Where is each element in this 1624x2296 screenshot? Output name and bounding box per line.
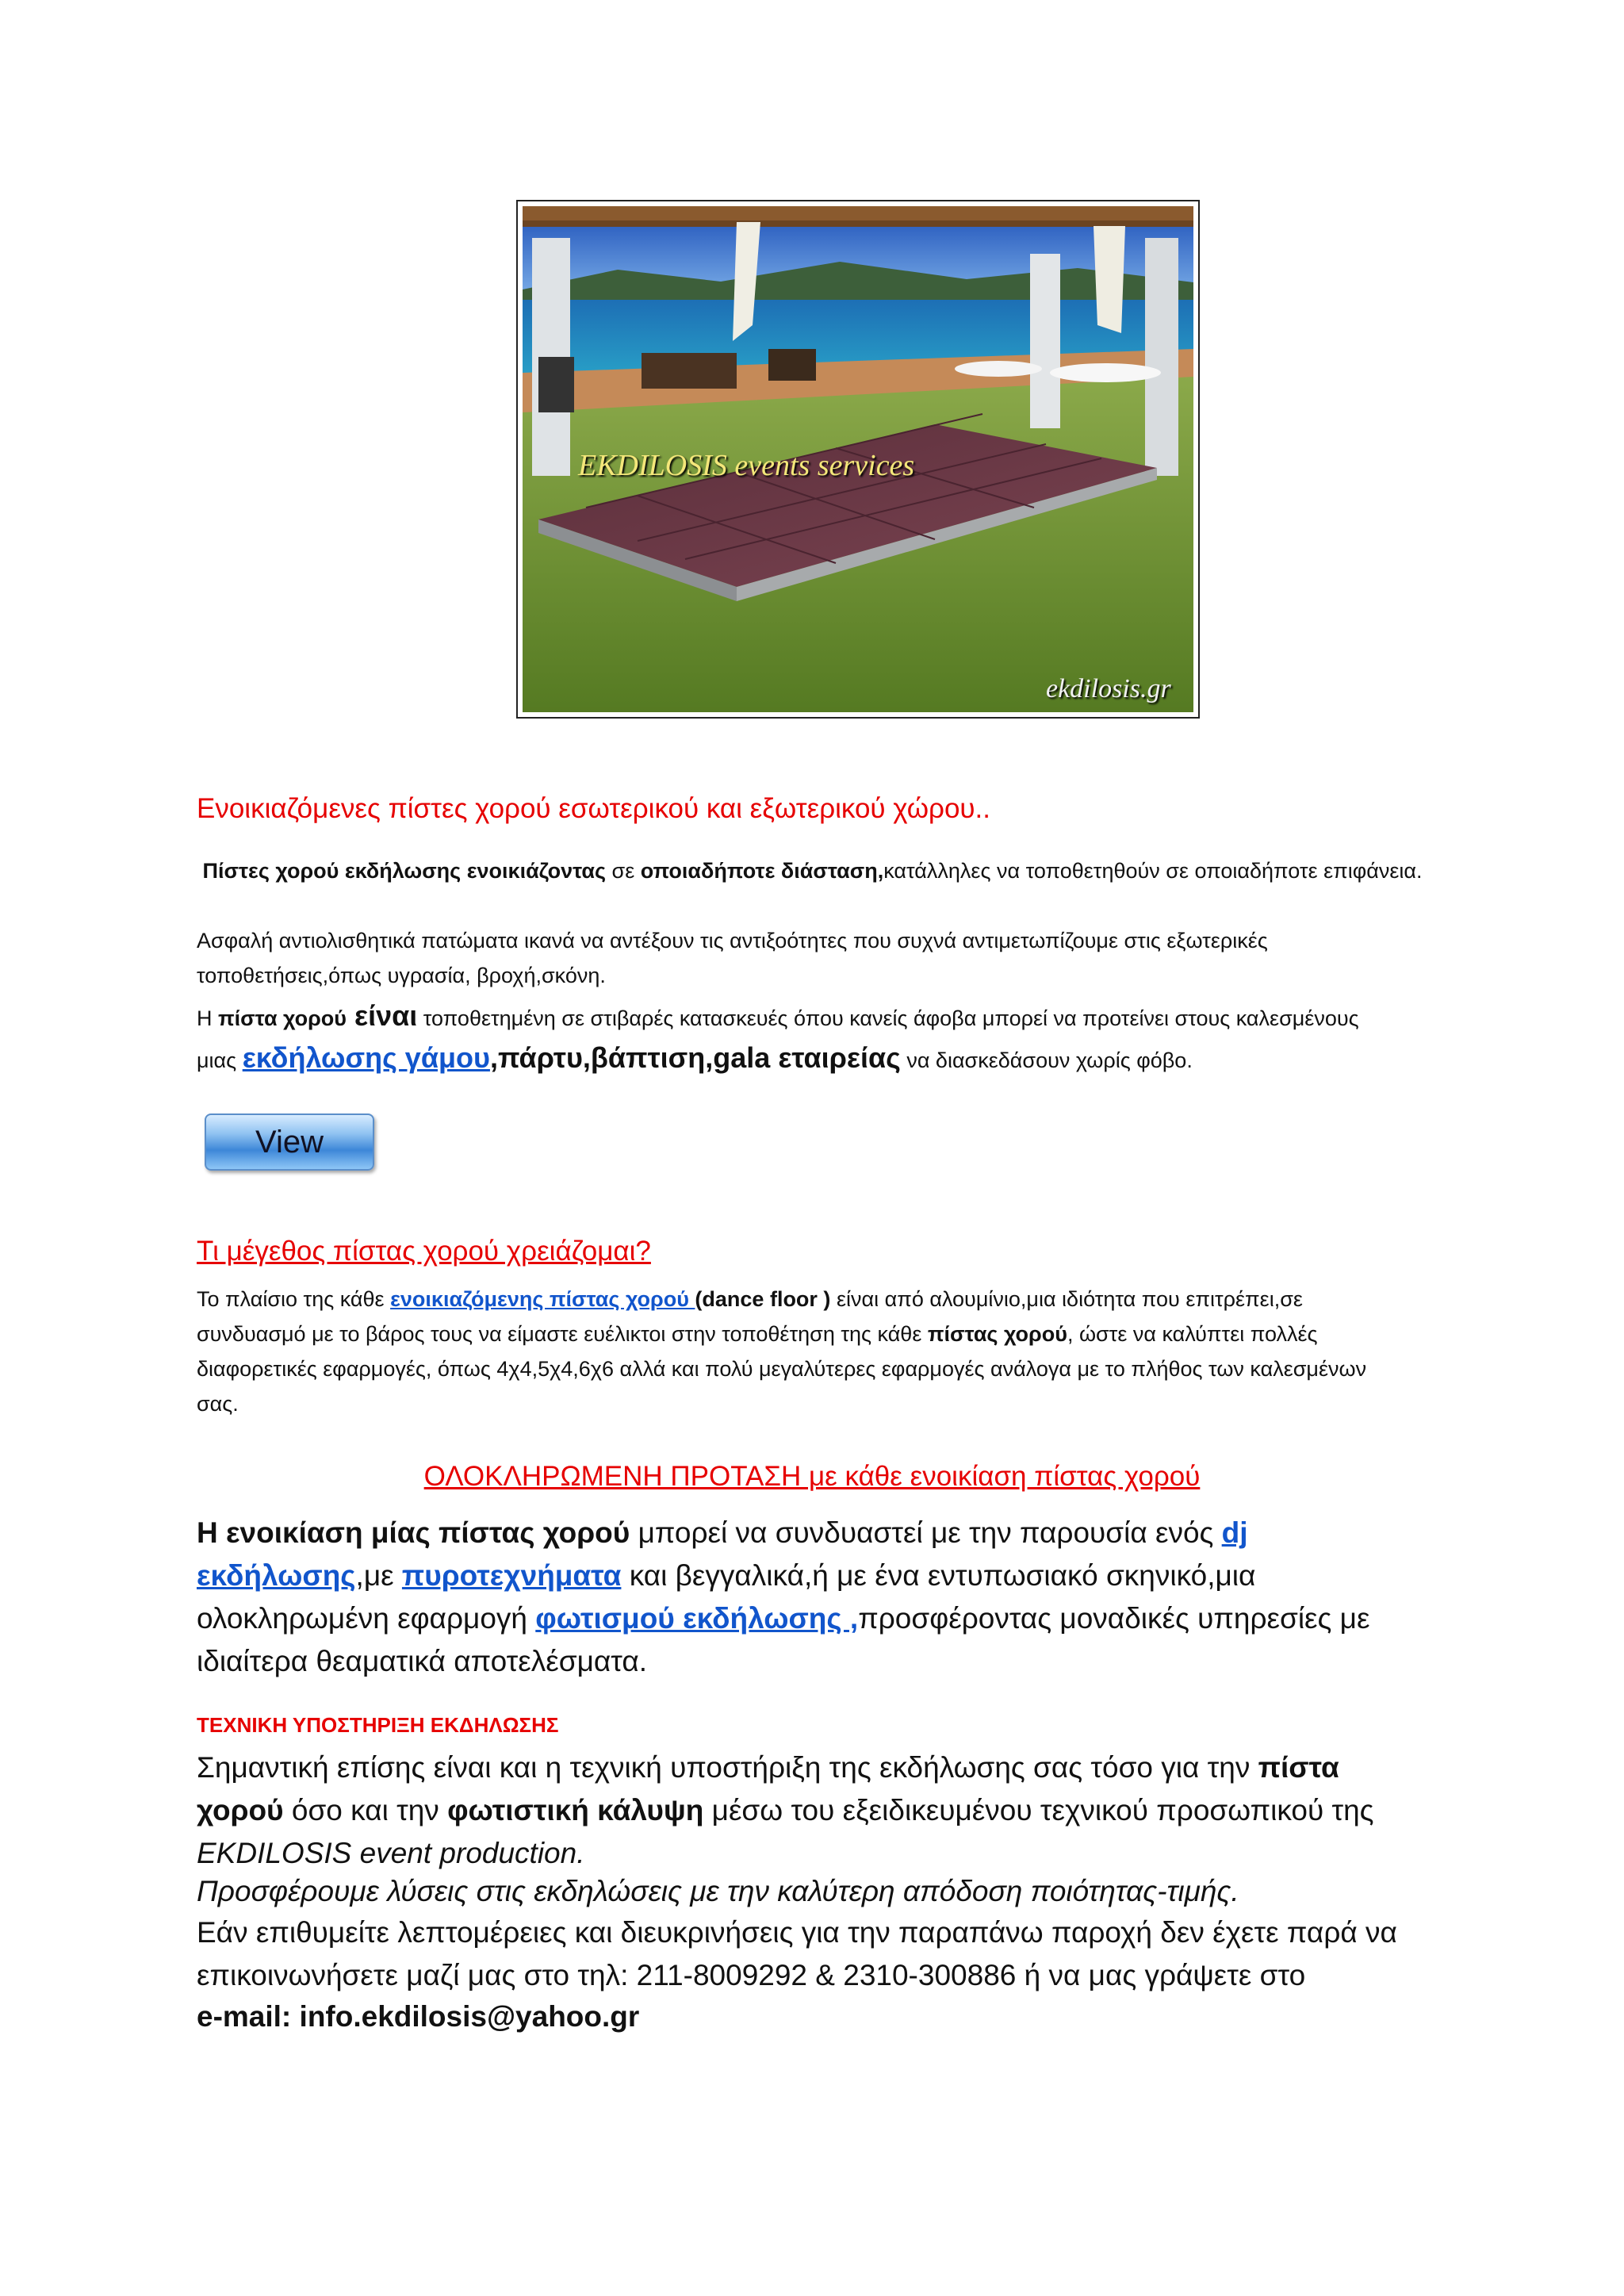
bold-text: φωτιστική κάλυψη [447,1794,704,1826]
text: Το πλαίσιο της κάθε [197,1287,391,1311]
text: ,με [355,1559,402,1592]
text: είναι από αλουμίνιο,μια ιδιότητα που επιτρέπει,σε συνδυασμό με το βάρος τους να είμαστε ευέλικτοι στην τοποθέτηση της κάθε [197,1287,1303,1346]
dance-floor-photo-frame [516,200,1200,719]
text: , ώστε να καλύπτει πολλές διαφορετικές εφαρμογές, όπως 4χ4,5χ4,6χ6 αλλά και πολύ μεγαλύτερες εφαρμογές ανάλογα με το πλήθος των καλεσμένων σας. [197,1322,1367,1416]
section-title-complete-offer-wrap [197,1461,1427,1493]
bold-text: Πίστες χορού εκδήλωσης ενοικιάζοντας [202,859,607,883]
rental-paragraph-3 [197,996,1386,1080]
bold-text: οποιαδήποτε διάσταση, [640,859,884,883]
text: και βεγγαλικά,ή με ένα εντυπωσιακό σκηνικό,μια ολοκληρωμένη εφαρμογή [197,1559,1256,1635]
bold-text: πίστα χορού [197,1751,1339,1826]
bold-text: Η ενοικίαση μίας πίστας χορού [197,1516,630,1549]
rental-paragraph-1 [197,853,1434,888]
dance-floor-photo [523,206,1193,712]
fireworks-link[interactable]: πυροτεχνήματα [401,1559,622,1592]
bold-text: πίστα χορού [218,1006,347,1030]
quality-price-paragraph: Προσφέρουμε λύσεις στις εκδηλώσεις με την καλύτερη απόδοση ποιότητας-τιμής. [197,1875,1239,1907]
text: σε [606,859,641,883]
section-title-technical-support: ΤΕΧΝΙΚΗ ΥΠΟΣΤΗΡΙΞΗ ΕΚΔΗΛΩΣΗΣ [197,1713,559,1737]
technical-support-paragraph [197,1746,1418,1875]
text: Η [197,1006,218,1030]
italic-text: EKDILOSIS event production. [197,1837,585,1869]
bold-text: ,πάρτυ,βάπτιση,gala εταιρείας [489,1041,901,1074]
section-title-complete-offer: ΟΛΟΚΛΗΡΩΜΕΝΗ ΠΡΟΤΑΣΗ με κάθε ενοικίαση πίστας χορού [423,1461,1201,1492]
contact-paragraph: Εάν επιθυμείτε λεπτομέρειες και διευκρινήσεις για την παραπάνω παροχή δεν έχετε παρά να επικοινωνήσετε μαζί μας στο τηλ: 211-8009292 & 2310-300886 ή να μας γράψετε στο [197,1916,1397,1991]
dj-event-link[interactable]: dj εκδήλωσης [197,1516,1248,1592]
text: κατάλληλες να τοποθετηθούν σε οποιαδήποτε επιφάνεια. [883,859,1423,883]
text: να διασκεδάσουν χωρίς φόβο. [900,1048,1193,1072]
rental-dance-floor-link[interactable]: ενοικιαζόμενης πίστας χορού [390,1287,695,1311]
section-title-size: Τι μέγεθος πίστας χορού χρειάζομαι? [197,1236,651,1267]
text: προσφέροντας μοναδικές υπηρεσίες με ιδιαίτερα θεαματικά αποτελέσματα. [197,1602,1370,1677]
photo-watermark: EKDILOSIS events services [578,449,915,482]
wedding-event-link[interactable]: εκδήλωσης γάμου [242,1041,490,1074]
size-paragraph [197,1282,1410,1421]
bold-text: είναι [347,999,418,1032]
bold-text: (dance floor ) [695,1287,831,1311]
photo-credit: ekdilosis.gr [1046,674,1171,703]
text: μπορεί να συνδυαστεί με την παρουσία ενός [630,1516,1222,1549]
rental-paragraph-2: Ασφαλή αντιολισθητικά πατώματα ικανά να αντέξουν τις αντιξοότητες που συχνά αντιμετωπίζουμε στις εξωτερικές τοποθετήσεις,όπως υγρασία, βροχή,σκόνη. [197,929,1268,987]
text: Σημαντική επίσης είναι και η τεχνική υποστήριξη της εκδήλωσης σας τόσο για την [197,1751,1258,1784]
view-button-label: View [255,1124,324,1159]
view-button[interactable] [205,1114,374,1171]
event-lighting-link[interactable]: φωτισμού εκδήλωσης , [535,1602,859,1635]
bold-text: πίστας χορού [927,1322,1067,1346]
complete-offer-paragraph [197,1512,1410,1683]
contact-email[interactable]: e-mail: info.ekdilosis@yahoo.gr [197,2000,640,2033]
text: όσο και την [283,1794,448,1826]
text: μέσω του εξειδικευμένου τεχνικού προσωπικού της [703,1794,1374,1826]
section-title-rental: Ενοικιαζόμενες πίστες χορού εσωτερικού και εξωτερικού χώρου.. [197,793,991,824]
text: τοποθετημένη σε στιβαρές κατασκευές όπου κανείς άφοβα μπορεί να προτείνει στους καλεσμένους μιας [197,1006,1359,1072]
